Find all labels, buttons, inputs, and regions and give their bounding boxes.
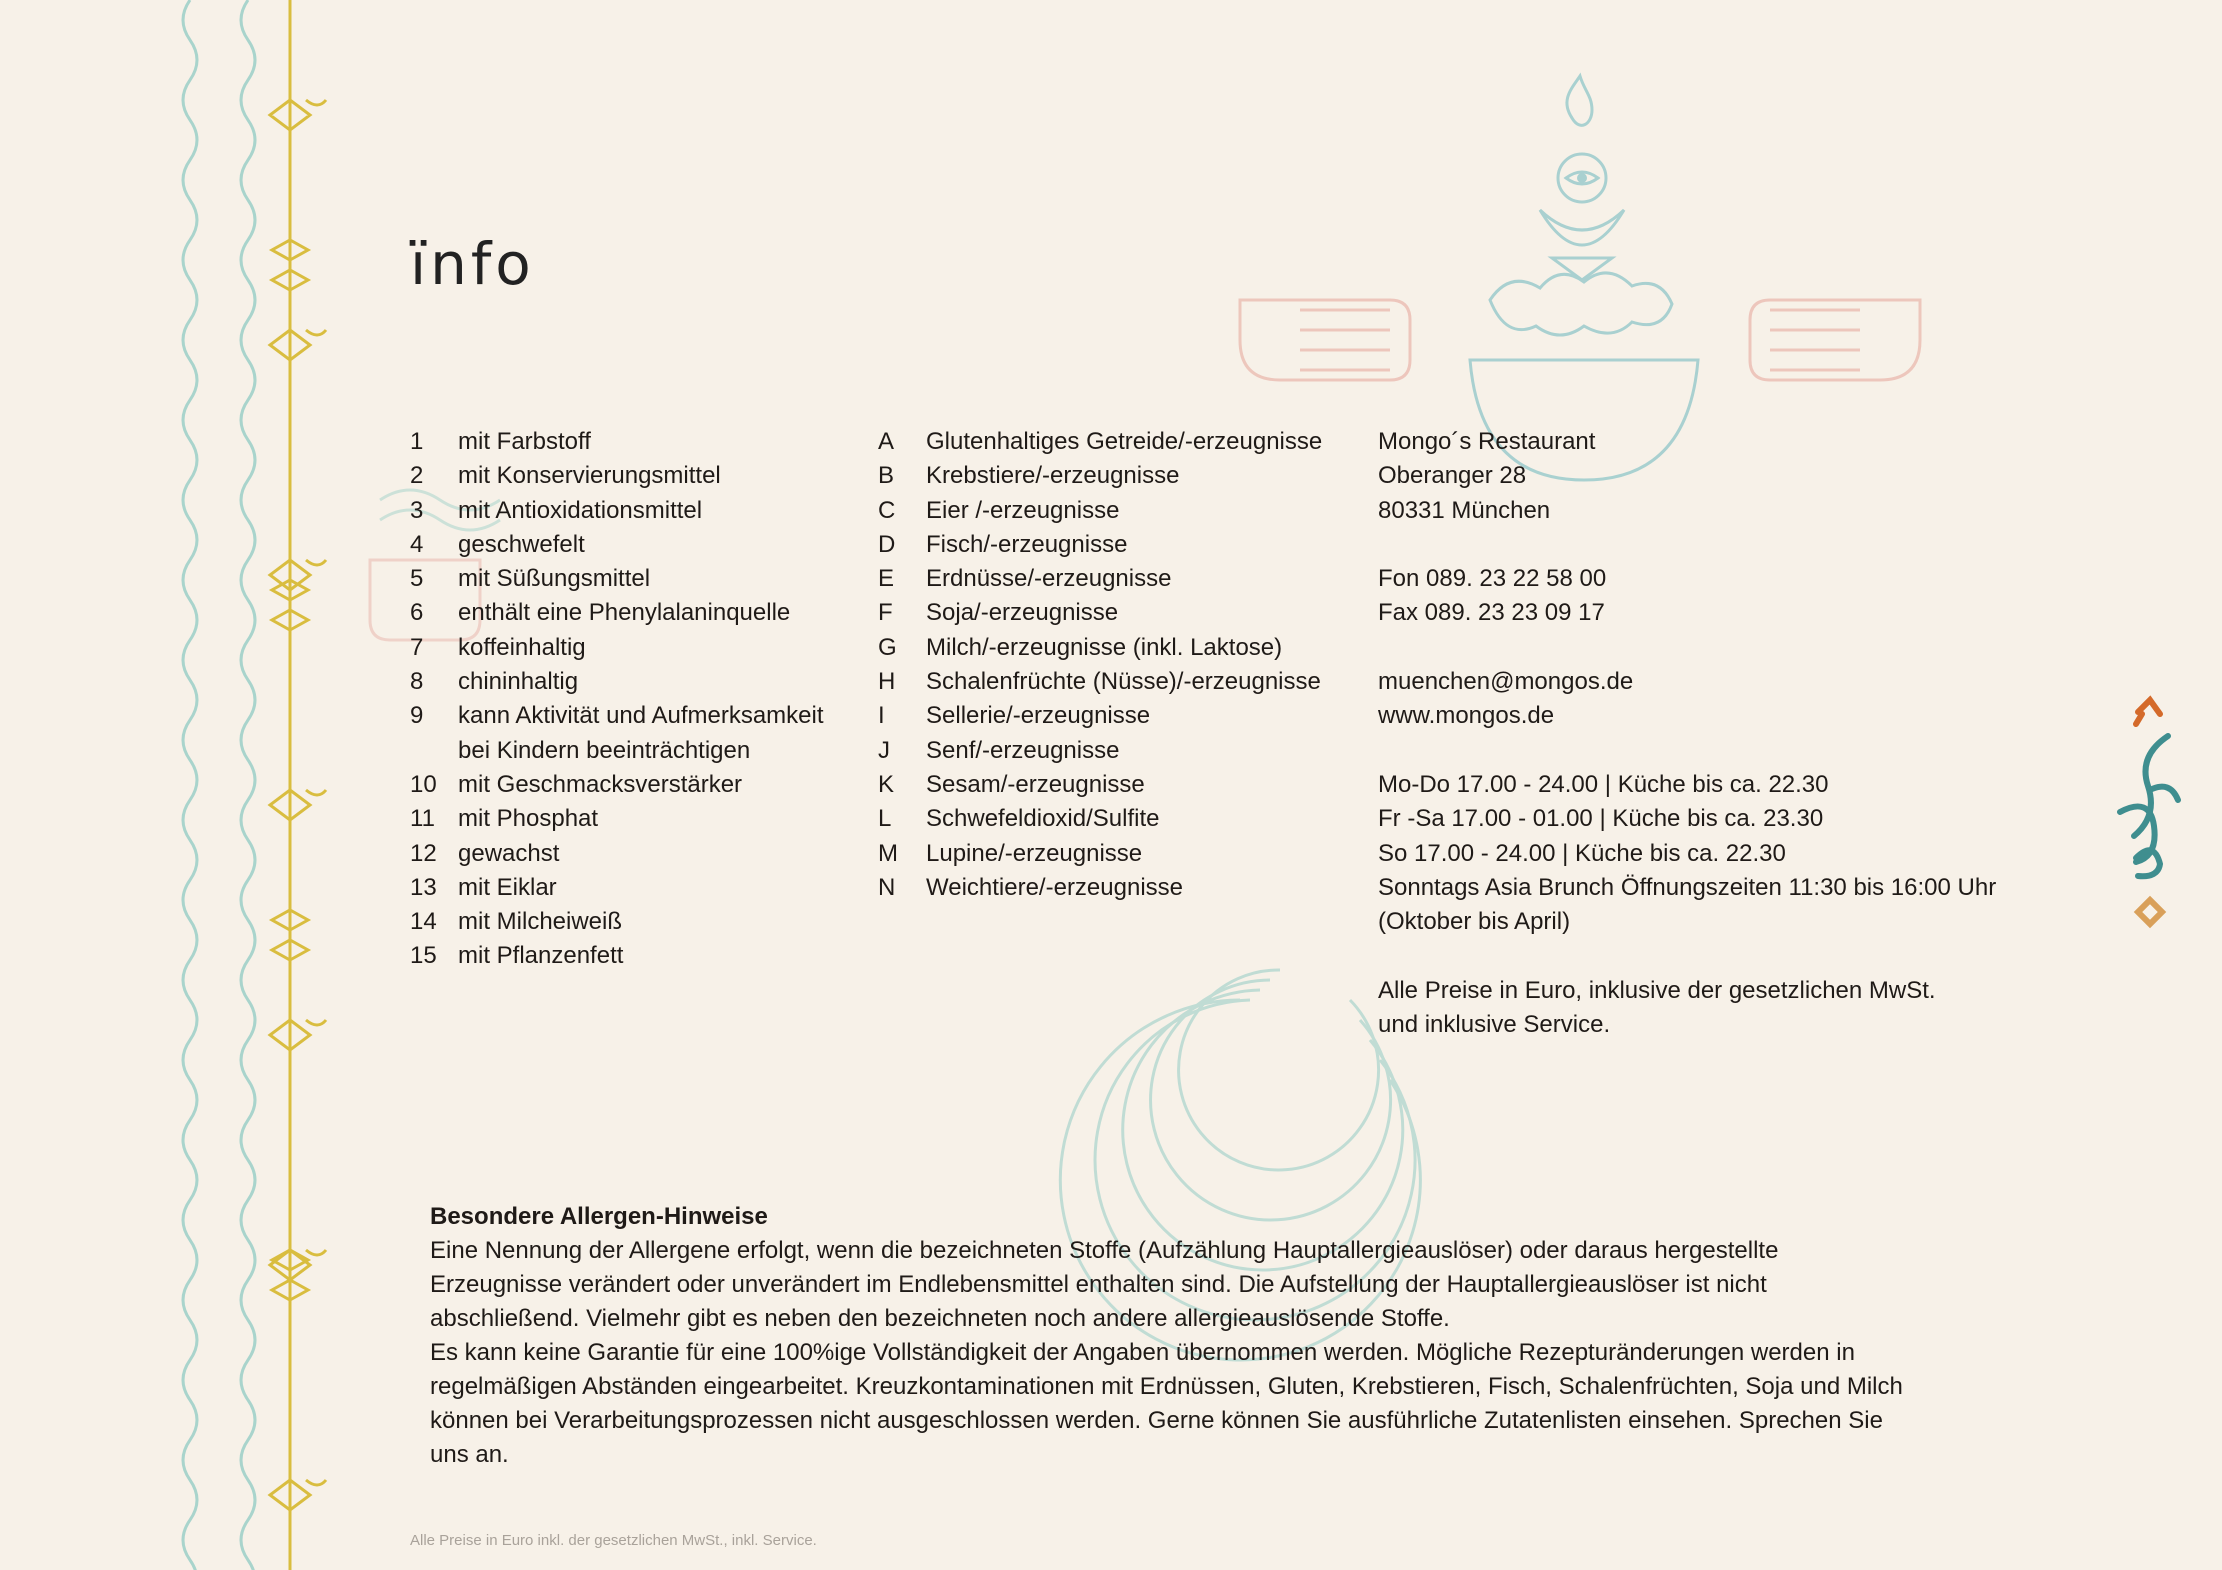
item-key: N bbox=[878, 873, 896, 901]
list-item bbox=[878, 494, 1322, 528]
item-label: Schalenfrüchte (Nüsse)/-erzeugnisse bbox=[926, 668, 1321, 696]
list-item bbox=[878, 459, 1322, 493]
list-item bbox=[878, 665, 1322, 699]
list-item bbox=[878, 871, 1322, 905]
footer-note: Alle Preise in Euro inkl. der gesetzlichen MwSt., inkl. Service. bbox=[410, 1532, 817, 1549]
list-item bbox=[410, 665, 824, 699]
list-item bbox=[410, 802, 824, 836]
spacer bbox=[1378, 528, 1996, 562]
item-label: mit Farbstoff bbox=[458, 428, 591, 455]
item-label: geschwefelt bbox=[458, 530, 585, 558]
item-label: Fisch/-erzeugnisse bbox=[926, 530, 1128, 558]
item-label: Milch/-erzeugnisse (inkl. Laktose) bbox=[926, 633, 1283, 661]
allergens-list bbox=[878, 425, 1322, 905]
list-item bbox=[878, 699, 1322, 733]
list-item bbox=[410, 939, 824, 973]
restaurant-name: Mongo´s Restaurant bbox=[1378, 428, 1596, 455]
allergen-notes-title: Besondere Allergen-Hinweise bbox=[430, 1203, 768, 1230]
item-label: Krebstiere/-erzeugnisse bbox=[926, 462, 1180, 490]
service-note: und inklusive Service. bbox=[1378, 1011, 1611, 1039]
street-address: Oberanger 28 bbox=[1378, 462, 1527, 490]
item-key: 12 bbox=[410, 839, 437, 867]
item-key: 7 bbox=[410, 633, 424, 661]
item-label: gewachst bbox=[458, 839, 560, 867]
list-item bbox=[878, 734, 1322, 768]
item-label: mit Konservierungsmittel bbox=[458, 462, 721, 490]
list-item bbox=[410, 768, 824, 802]
item-key: M bbox=[878, 839, 898, 867]
item-key: 15 bbox=[410, 942, 437, 970]
item-key: I bbox=[878, 702, 885, 730]
city-address: 80331 München bbox=[1378, 496, 1551, 524]
additives-list bbox=[410, 425, 824, 974]
list-item bbox=[410, 905, 824, 939]
list-item bbox=[410, 596, 824, 630]
item-key: 13 bbox=[410, 873, 437, 901]
list-item bbox=[878, 837, 1322, 871]
list-item bbox=[878, 425, 1322, 459]
list-item bbox=[878, 562, 1322, 596]
item-label: Schwefeldioxid/Sulfite bbox=[926, 805, 1160, 833]
list-item bbox=[410, 631, 824, 665]
item-key bbox=[410, 734, 458, 768]
list-item bbox=[410, 425, 824, 459]
item-label: mit Eiklar bbox=[458, 873, 557, 901]
allergen-notes bbox=[430, 1200, 1910, 1472]
item-label: koffeinhaltig bbox=[458, 633, 586, 661]
phone-number: Fon 089. 23 22 58 00 bbox=[1378, 565, 1607, 593]
brunch-season: (Oktober bis April) bbox=[1378, 908, 1571, 936]
list-item bbox=[410, 528, 824, 562]
item-label: chininhaltig bbox=[458, 668, 579, 696]
item-key: C bbox=[878, 496, 896, 524]
item-label: Glutenhaltiges Getreide/-erzeugnisse bbox=[926, 428, 1323, 455]
item-key: L bbox=[878, 805, 892, 833]
item-label: bei Kindern beeinträchtigen bbox=[458, 736, 751, 764]
item-key: 9 bbox=[410, 702, 424, 730]
item-label: kann Aktivität und Aufmerksamkeit bbox=[458, 702, 824, 730]
list-item bbox=[878, 596, 1322, 630]
item-label: mit Pflanzenfett bbox=[458, 942, 624, 970]
item-key: E bbox=[878, 565, 895, 593]
item-key: D bbox=[878, 530, 896, 558]
item-key: K bbox=[878, 770, 895, 798]
allergen-notes-paragraph: Eine Nennung der Allergene erfolgt, wenn die bezeichneten Stoffe (Aufzählung Hauptallergieauslöser) oder daraus hergestellte Erzeugnisse verändert oder unverändert im Endlebensmittel enthalten sind. Die Aufstellung der Hauptallergieauslöser ist nicht abschließend. Vielmehr gibt es neben den bezeichneten noch andere allergieauslösende Stoffe. bbox=[430, 1237, 1779, 1332]
item-label: Sesam/-erzeugnisse bbox=[926, 770, 1145, 798]
item-key: B bbox=[878, 462, 895, 490]
list-item bbox=[410, 699, 824, 733]
item-key: 3 bbox=[410, 496, 424, 524]
item-label: Lupine/-erzeugnisse bbox=[926, 839, 1143, 867]
item-key: 6 bbox=[410, 599, 424, 627]
list-item bbox=[410, 837, 824, 871]
email-link[interactable]: muenchen@mongos.de bbox=[1378, 668, 1634, 696]
page-title: ïnfo bbox=[410, 230, 535, 298]
item-label: Erdnüsse/-erzeugnisse bbox=[926, 565, 1172, 593]
spacer bbox=[1378, 631, 1996, 665]
item-key: 2 bbox=[410, 462, 424, 490]
spacer bbox=[1378, 939, 1996, 973]
item-key: A bbox=[878, 428, 895, 455]
offering-illustration bbox=[1240, 76, 1920, 480]
spacer bbox=[1378, 734, 1996, 768]
item-label: mit Süßungsmittel bbox=[458, 565, 651, 593]
brunch-hours: Sonntags Asia Brunch Öffnungszeiten 11:30 bis 16:00 Uhr bbox=[1378, 873, 1997, 901]
opening-hours-sunday: So 17.00 - 24.00 | Küche bis ca. 22.30 bbox=[1378, 839, 1786, 867]
item-key: G bbox=[878, 633, 897, 661]
item-label: enthält eine Phenylalaninquelle bbox=[458, 599, 791, 627]
item-key: 4 bbox=[410, 530, 424, 558]
item-key: 8 bbox=[410, 668, 424, 696]
item-label: Soja/-erzeugnisse bbox=[926, 599, 1119, 627]
item-key: 11 bbox=[410, 805, 435, 833]
list-item bbox=[878, 802, 1322, 836]
item-label: Senf/-erzeugnisse bbox=[926, 736, 1120, 764]
list-item bbox=[878, 528, 1322, 562]
item-label: mit Geschmacksverstärker bbox=[458, 770, 743, 798]
item-label: mit Phosphat bbox=[458, 805, 599, 833]
item-label: mit Milcheiweiß bbox=[458, 908, 623, 936]
item-label: Weichtiere/-erzeugnisse bbox=[926, 873, 1184, 901]
item-label: Sellerie/-erzeugnisse bbox=[926, 702, 1151, 730]
list-item bbox=[878, 631, 1322, 665]
list-item bbox=[410, 494, 824, 528]
website-link[interactable]: www.mongos.de bbox=[1378, 702, 1555, 730]
fax-number: Fax 089. 23 23 09 17 bbox=[1378, 599, 1605, 627]
list-item bbox=[410, 734, 824, 768]
contact-info bbox=[1378, 425, 1996, 1042]
list-item bbox=[410, 871, 824, 905]
allergen-notes-paragraph: Es kann keine Garantie für eine 100%ige Vollständigkeit der Angaben übernommen werden. Mögliche Rezepturänderungen werden in regelmäßigen Abständen eingearbeitet. Kreuzkontaminationen mit Erdnüssen, Gluten, Krebstieren, Fisch, Schalenfrüchten, Soja und Milch können bei Verarbeitungsprozessen nicht ausgeschlossen werden. Gerne können Sie ausführliche Zutatenlisten einsehen. Sprechen Sie uns an. bbox=[430, 1339, 1903, 1468]
calligraphy-mark-icon bbox=[2120, 700, 2178, 924]
item-key: 5 bbox=[410, 565, 424, 593]
list-item bbox=[410, 459, 824, 493]
price-note: Alle Preise in Euro, inklusive der gesetzlichen MwSt. bbox=[1378, 976, 1936, 1004]
item-key: 1 bbox=[410, 428, 424, 455]
item-label: mit Antioxidationsmittel bbox=[458, 496, 703, 524]
item-label: Eier /-erzeugnisse bbox=[926, 496, 1120, 524]
item-key: F bbox=[878, 599, 893, 627]
list-item bbox=[878, 768, 1322, 802]
opening-hours-weekday: Mo-Do 17.00 - 24.00 | Küche bis ca. 22.30 bbox=[1378, 770, 1829, 798]
list-item bbox=[410, 562, 824, 596]
item-key: H bbox=[878, 668, 896, 696]
item-key: J bbox=[878, 736, 890, 764]
item-key: 10 bbox=[410, 770, 437, 798]
item-key: 14 bbox=[410, 908, 437, 936]
wavy-border-icon bbox=[183, 0, 255, 1570]
gold-border-icon bbox=[270, 0, 326, 1570]
opening-hours-weekend: Fr -Sa 17.00 - 01.00 | Küche bis ca. 23.30 bbox=[1378, 805, 1824, 833]
